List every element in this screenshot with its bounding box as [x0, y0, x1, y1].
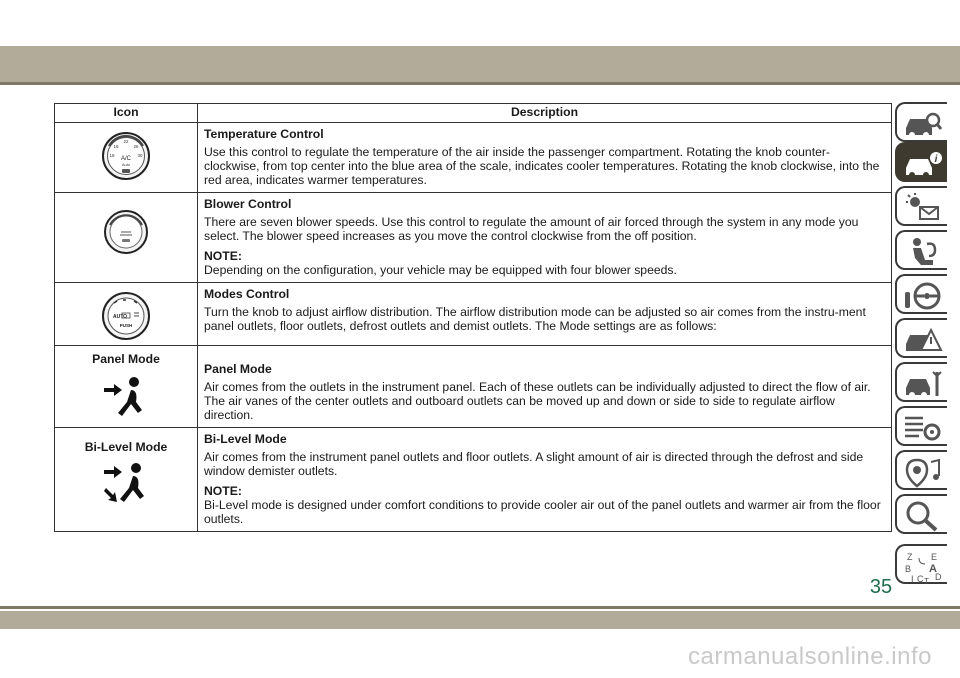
- knob-scale-26: 26: [133, 144, 139, 149]
- tab-in-case-of-emergency[interactable]: [895, 318, 947, 358]
- bilevel-mode-icon-label: Bi-Level Mode: [84, 440, 168, 454]
- modes-text: Turn the knob to adjust airflow distribution. The airflow distribution mode can be adjusted so air comes from the instru-ment panel outlets, floor outlets, defrost outlets and demist outlets. The Mode settings are as follows:: [204, 305, 866, 333]
- modes-title: Modes Control: [204, 287, 290, 301]
- tab-getting-to-know-vehicle[interactable]: [895, 102, 947, 142]
- car-info-icon: [903, 148, 943, 180]
- knob-ac-label: A/C: [120, 156, 132, 162]
- blower-title: Blower Control: [204, 197, 292, 211]
- panel-mode-title: Panel Mode: [204, 362, 272, 376]
- tab-starting-operating[interactable]: [895, 274, 947, 314]
- seat-airbag-icon: [903, 236, 943, 268]
- bilevel-mode-description-cell: [198, 428, 892, 532]
- bilevel-mode-icon-cell: [55, 428, 198, 532]
- blower-note-label: NOTE:: [204, 249, 242, 263]
- tab-customer-assistance[interactable]: [895, 494, 947, 534]
- header-band: [0, 46, 960, 82]
- index-letter-i: I: [911, 574, 914, 584]
- specs-gear-icon: [903, 412, 943, 444]
- bilevel-mode-text: Air comes from the instrument panel outlets and floor outlets. A slight amount of air is directed through the defrost and side window demister outlets.: [204, 450, 864, 478]
- knob-scale-30: 30: [137, 153, 143, 158]
- temperature-description-cell: [198, 123, 892, 193]
- header-description: Description: [198, 104, 892, 123]
- tab-safety[interactable]: [895, 230, 947, 270]
- knob-scale-16: 16: [113, 144, 119, 149]
- magnifier-icon: [903, 500, 943, 532]
- header-divider: [0, 82, 960, 85]
- hvac-controls-table: [54, 103, 892, 532]
- modes-knob-icon: [101, 291, 151, 341]
- tab-servicing-maintenance[interactable]: [895, 362, 947, 402]
- index-letter-c: C: [917, 574, 924, 584]
- blower-knob-icon: [103, 209, 149, 255]
- temperature-text: Use this control to regulate the temperature of the air inside the passenger compartment. Rotating the knob counter-clockwise, from top center into the blue area of the scale, indicates cooler temperatures. Rotating the knob clockwise, into the red area, indicates warmer temperatures.: [204, 145, 880, 187]
- index-letter-d: D: [935, 572, 942, 582]
- bilevel-note-text: Bi-Level mode is designed under comfort conditions to provide cooler air out of the panel outlets and warmer air from the floor outlets.: [204, 498, 881, 526]
- temperature-knob-icon: [101, 131, 151, 181]
- tab-multimedia[interactable]: [895, 450, 947, 490]
- panel-mode-text: Air comes from the outlets in the instrument panel. Each of these outlets can be individually adjusted to direct the flow of air. The air vanes of the center outlets and outboard outlets can be moved up and down or side to side to regulate airflow direction.: [204, 380, 871, 422]
- bilevel-note-label: NOTE:: [204, 484, 242, 498]
- temperature-title: Temperature Control: [204, 127, 324, 141]
- blower-description-cell: [198, 193, 892, 283]
- tab-warning-lights[interactable]: [895, 186, 947, 226]
- panel-mode-icon-label: Panel Mode: [92, 352, 160, 366]
- knob-auto-label: Auto: [121, 162, 131, 167]
- table-row-modes: [55, 283, 892, 346]
- tab-instrument-panel[interactable]: [895, 142, 947, 182]
- blower-note-text: Depending on the configuration, your vehicle may be equipped with four blower speeds.: [204, 263, 677, 277]
- table-row-temperature: [55, 123, 892, 193]
- knob-auto-text: AUTO: [113, 314, 128, 320]
- knob-push-text: PUSH: [119, 323, 133, 328]
- bilevel-mode-title: Bi-Level Mode: [204, 432, 287, 446]
- tab-technical-specifications[interactable]: [895, 406, 947, 446]
- car-search-icon: [903, 108, 943, 140]
- footer-band: [0, 611, 960, 629]
- steering-wheel-icon: [903, 280, 943, 312]
- index-letter-a: A: [929, 563, 937, 575]
- watermark-text: carmanualsonline.info: [688, 643, 932, 670]
- footer-divider: [0, 606, 960, 609]
- index-letters-icon: [903, 550, 943, 584]
- blower-text: There are seven blower speeds. Use this control to regulate the amount of air forced through the system in any mode you select. The blower speed increases as you move the control clockwise from the off position.: [204, 215, 859, 243]
- tab-index[interactable]: [895, 544, 947, 584]
- knob-scale-22: 22: [123, 139, 129, 144]
- car-wrench-icon: [903, 368, 943, 400]
- svg-text:i: i: [934, 154, 938, 165]
- modes-icon-cell: [55, 283, 198, 346]
- index-letter-z: Z: [907, 552, 913, 562]
- table-row-panel-mode: [55, 346, 892, 428]
- temperature-icon-cell: [55, 123, 198, 193]
- modes-description-cell: [198, 283, 892, 346]
- panel-mode-icon: [98, 372, 154, 420]
- panel-mode-description-cell: [198, 346, 892, 428]
- multimedia-icon: [903, 456, 943, 488]
- table-header-row: [55, 104, 892, 123]
- car-warning-triangle-icon: [903, 324, 943, 356]
- index-letter-b: B: [905, 564, 912, 574]
- index-letter-e: E: [931, 552, 938, 562]
- index-letter-t: T: [924, 577, 929, 584]
- knob-scale-18: 18: [109, 153, 115, 158]
- panel-mode-icon-cell: [55, 346, 198, 428]
- table-row-blower: [55, 193, 892, 283]
- blower-icon-cell: [55, 193, 198, 283]
- page-number: 35: [869, 576, 893, 598]
- bilevel-mode-icon: [98, 458, 154, 516]
- table-row-bilevel-mode: [55, 428, 892, 532]
- header-icon: Icon: [55, 104, 198, 123]
- warning-light-message-icon: [903, 192, 943, 224]
